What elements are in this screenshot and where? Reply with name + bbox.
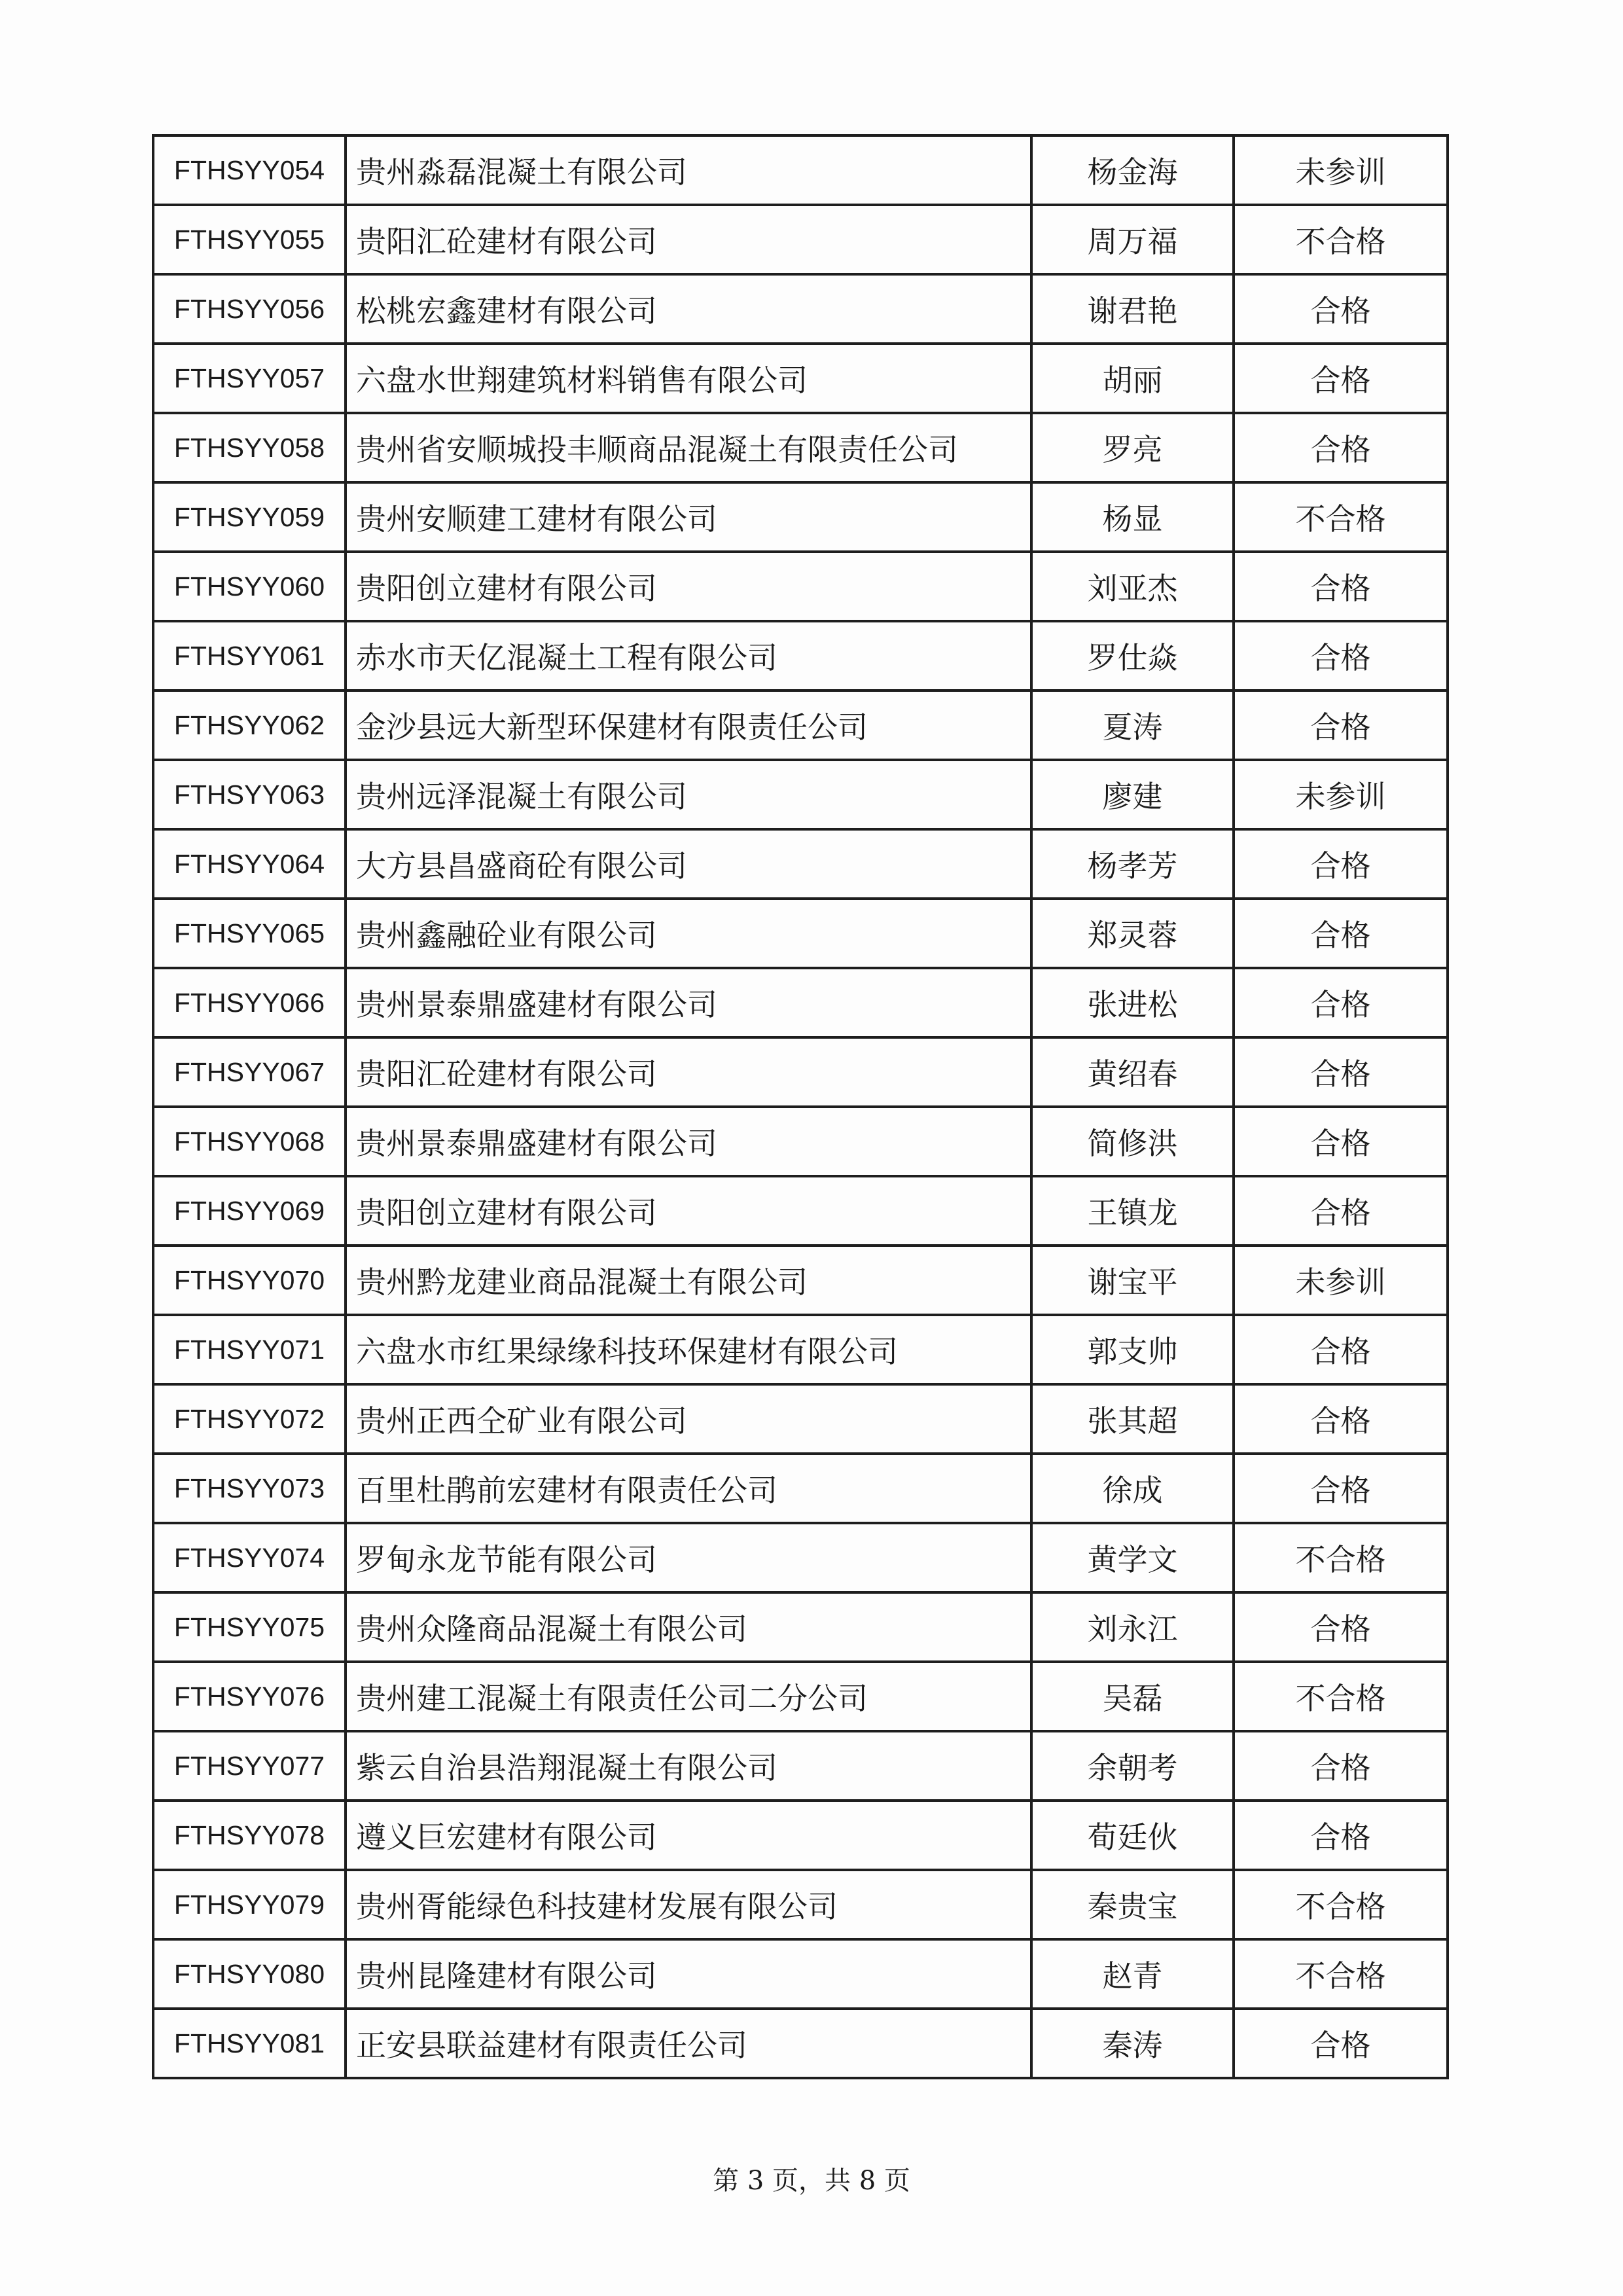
person-cell: 谢宝平 <box>1031 1246 1234 1315</box>
code-cell: FTHSYY057 <box>153 344 346 413</box>
result-cell: 合格 <box>1234 691 1448 760</box>
result-cell: 合格 <box>1234 1176 1448 1246</box>
company-cell: 贵州建工混凝土有限责任公司二分公司 <box>346 1662 1031 1731</box>
table-row <box>153 1662 1448 1731</box>
company-cell: 贵州省安顺城投丰顺商品混凝土有限责任公司 <box>346 413 1031 482</box>
table-row <box>153 1384 1448 1454</box>
table-row <box>153 1454 1448 1523</box>
result-cell: 合格 <box>1234 1454 1448 1523</box>
person-cell: 郭支帅 <box>1031 1315 1234 1384</box>
person-cell: 罗仕焱 <box>1031 621 1234 691</box>
code-cell: FTHSYY078 <box>153 1801 346 1870</box>
result-cell: 合格 <box>1234 829 1448 899</box>
code-cell: FTHSYY065 <box>153 899 346 968</box>
person-cell: 荀廷伙 <box>1031 1801 1234 1870</box>
code-cell: FTHSYY060 <box>153 552 346 621</box>
person-cell: 余朝考 <box>1031 1731 1234 1801</box>
person-cell: 杨显 <box>1031 482 1234 552</box>
code-cell: FTHSYY064 <box>153 829 346 899</box>
company-cell: 贵州安顺建工建材有限公司 <box>346 482 1031 552</box>
table-row <box>153 1107 1448 1176</box>
page-number-footer: 第 3 页，共 8 页 <box>713 2166 910 2196</box>
table-row <box>153 1939 1448 2009</box>
code-cell: FTHSYY079 <box>153 1870 346 1939</box>
table-row <box>153 1592 1448 1662</box>
code-cell: FTHSYY058 <box>153 413 346 482</box>
person-cell: 张其超 <box>1031 1384 1234 1454</box>
code-cell: FTHSYY072 <box>153 1384 346 1454</box>
result-cell: 合格 <box>1234 1592 1448 1662</box>
table-row <box>153 205 1448 274</box>
result-cell: 合格 <box>1234 1315 1448 1384</box>
code-cell: FTHSYY074 <box>153 1523 346 1592</box>
result-cell: 不合格 <box>1234 1870 1448 1939</box>
table-row <box>153 1315 1448 1384</box>
company-cell: 贵州淼磊混凝土有限公司 <box>346 135 1031 205</box>
person-cell: 黄学文 <box>1031 1523 1234 1592</box>
company-cell: 贵阳创立建材有限公司 <box>346 1176 1031 1246</box>
person-cell: 郑灵蓉 <box>1031 899 1234 968</box>
company-cell: 六盘水市红果绿缘科技环保建材有限公司 <box>346 1315 1031 1384</box>
code-cell: FTHSYY076 <box>153 1662 346 1731</box>
company-cell: 贵州黔龙建业商品混凝土有限公司 <box>346 1246 1031 1315</box>
person-cell: 罗亮 <box>1031 413 1234 482</box>
table-row <box>153 135 1448 205</box>
company-cell: 大方县昌盛商砼有限公司 <box>346 829 1031 899</box>
result-cell: 合格 <box>1234 899 1448 968</box>
code-cell: FTHSYY073 <box>153 1454 346 1523</box>
company-cell: 贵阳汇砼建材有限公司 <box>346 1037 1031 1107</box>
company-cell: 百里杜鹃前宏建材有限责任公司 <box>346 1454 1031 1523</box>
result-cell: 合格 <box>1234 1107 1448 1176</box>
table-row <box>153 968 1448 1037</box>
code-cell: FTHSYY069 <box>153 1176 346 1246</box>
result-cell: 不合格 <box>1234 1662 1448 1731</box>
result-cell: 合格 <box>1234 552 1448 621</box>
table-row <box>153 482 1448 552</box>
person-cell: 杨孝芳 <box>1031 829 1234 899</box>
table-row <box>153 1731 1448 1801</box>
code-cell: FTHSYY077 <box>153 1731 346 1801</box>
person-cell: 徐成 <box>1031 1454 1234 1523</box>
code-cell: FTHSYY067 <box>153 1037 346 1107</box>
company-cell: 贵州景泰鼎盛建材有限公司 <box>346 1107 1031 1176</box>
person-cell: 王镇龙 <box>1031 1176 1234 1246</box>
company-cell: 赤水市天亿混凝土工程有限公司 <box>346 621 1031 691</box>
result-cell: 不合格 <box>1234 1523 1448 1592</box>
table-body <box>153 135 1448 2078</box>
result-cell: 合格 <box>1234 621 1448 691</box>
table-row <box>153 1870 1448 1939</box>
code-cell: FTHSYY068 <box>153 1107 346 1176</box>
table-row <box>153 760 1448 829</box>
result-cell: 合格 <box>1234 1801 1448 1870</box>
company-cell: 贵州正西仝矿业有限公司 <box>346 1384 1031 1454</box>
company-cell: 松桃宏鑫建材有限公司 <box>346 274 1031 344</box>
person-cell: 黄绍春 <box>1031 1037 1234 1107</box>
company-cell: 贵阳汇砼建材有限公司 <box>346 205 1031 274</box>
company-cell: 贵阳创立建材有限公司 <box>346 552 1031 621</box>
company-cell: 紫云自治县浩翔混凝土有限公司 <box>346 1731 1031 1801</box>
table-row <box>153 274 1448 344</box>
person-cell: 夏涛 <box>1031 691 1234 760</box>
table-row <box>153 413 1448 482</box>
person-cell: 张进松 <box>1031 968 1234 1037</box>
person-cell: 秦涛 <box>1031 2009 1234 2078</box>
code-cell: FTHSYY059 <box>153 482 346 552</box>
table-row <box>153 1246 1448 1315</box>
result-cell: 合格 <box>1234 1731 1448 1801</box>
code-cell: FTHSYY081 <box>153 2009 346 2078</box>
result-cell: 合格 <box>1234 968 1448 1037</box>
table-row <box>153 1523 1448 1592</box>
code-cell: FTHSYY061 <box>153 621 346 691</box>
result-cell: 不合格 <box>1234 1939 1448 2009</box>
table-row <box>153 2009 1448 2078</box>
table-row <box>153 1037 1448 1107</box>
person-cell: 周万福 <box>1031 205 1234 274</box>
code-cell: FTHSYY054 <box>153 135 346 205</box>
person-cell: 谢君艳 <box>1031 274 1234 344</box>
code-cell: FTHSYY070 <box>153 1246 346 1315</box>
table-row <box>153 1801 1448 1870</box>
company-cell: 贵州景泰鼎盛建材有限公司 <box>346 968 1031 1037</box>
table-row <box>153 552 1448 621</box>
code-cell: FTHSYY056 <box>153 274 346 344</box>
code-cell: FTHSYY075 <box>153 1592 346 1662</box>
person-cell: 秦贵宝 <box>1031 1870 1234 1939</box>
code-cell: FTHSYY066 <box>153 968 346 1037</box>
code-cell: FTHSYY071 <box>153 1315 346 1384</box>
company-cell: 金沙县远大新型环保建材有限责任公司 <box>346 691 1031 760</box>
result-cell: 合格 <box>1234 2009 1448 2078</box>
person-cell: 刘永江 <box>1031 1592 1234 1662</box>
table-row <box>153 829 1448 899</box>
result-cell: 合格 <box>1234 1384 1448 1454</box>
table-row <box>153 344 1448 413</box>
person-cell: 杨金海 <box>1031 135 1234 205</box>
result-cell: 不合格 <box>1234 205 1448 274</box>
table-row <box>153 621 1448 691</box>
company-cell: 六盘水世翔建筑材料销售有限公司 <box>346 344 1031 413</box>
company-cell: 贵州鑫融砼业有限公司 <box>346 899 1031 968</box>
company-cell: 贵州众隆商品混凝土有限公司 <box>346 1592 1031 1662</box>
code-cell: FTHSYY062 <box>153 691 346 760</box>
company-cell: 贵州远泽混凝土有限公司 <box>346 760 1031 829</box>
person-cell: 胡丽 <box>1031 344 1234 413</box>
company-cell: 罗甸永龙节能有限公司 <box>346 1523 1031 1592</box>
training-results-table <box>152 134 1449 2079</box>
company-cell: 正安县联益建材有限责任公司 <box>346 2009 1031 2078</box>
result-cell: 合格 <box>1234 413 1448 482</box>
person-cell: 赵青 <box>1031 1939 1234 2009</box>
result-cell: 合格 <box>1234 344 1448 413</box>
code-cell: FTHSYY063 <box>153 760 346 829</box>
result-cell: 未参训 <box>1234 760 1448 829</box>
result-cell: 不合格 <box>1234 482 1448 552</box>
person-cell: 刘亚杰 <box>1031 552 1234 621</box>
person-cell: 吴磊 <box>1031 1662 1234 1731</box>
company-cell: 遵义巨宏建材有限公司 <box>346 1801 1031 1870</box>
table-row <box>153 691 1448 760</box>
company-cell: 贵州胥能绿色科技建材发展有限公司 <box>346 1870 1031 1939</box>
code-cell: FTHSYY055 <box>153 205 346 274</box>
result-cell: 未参训 <box>1234 135 1448 205</box>
company-cell: 贵州昆隆建材有限公司 <box>346 1939 1031 2009</box>
table-row <box>153 899 1448 968</box>
person-cell: 廖建 <box>1031 760 1234 829</box>
person-cell: 简修洪 <box>1031 1107 1234 1176</box>
code-cell: FTHSYY080 <box>153 1939 346 2009</box>
result-cell: 合格 <box>1234 1037 1448 1107</box>
result-cell: 合格 <box>1234 274 1448 344</box>
table-row <box>153 1176 1448 1246</box>
result-cell: 未参训 <box>1234 1246 1448 1315</box>
